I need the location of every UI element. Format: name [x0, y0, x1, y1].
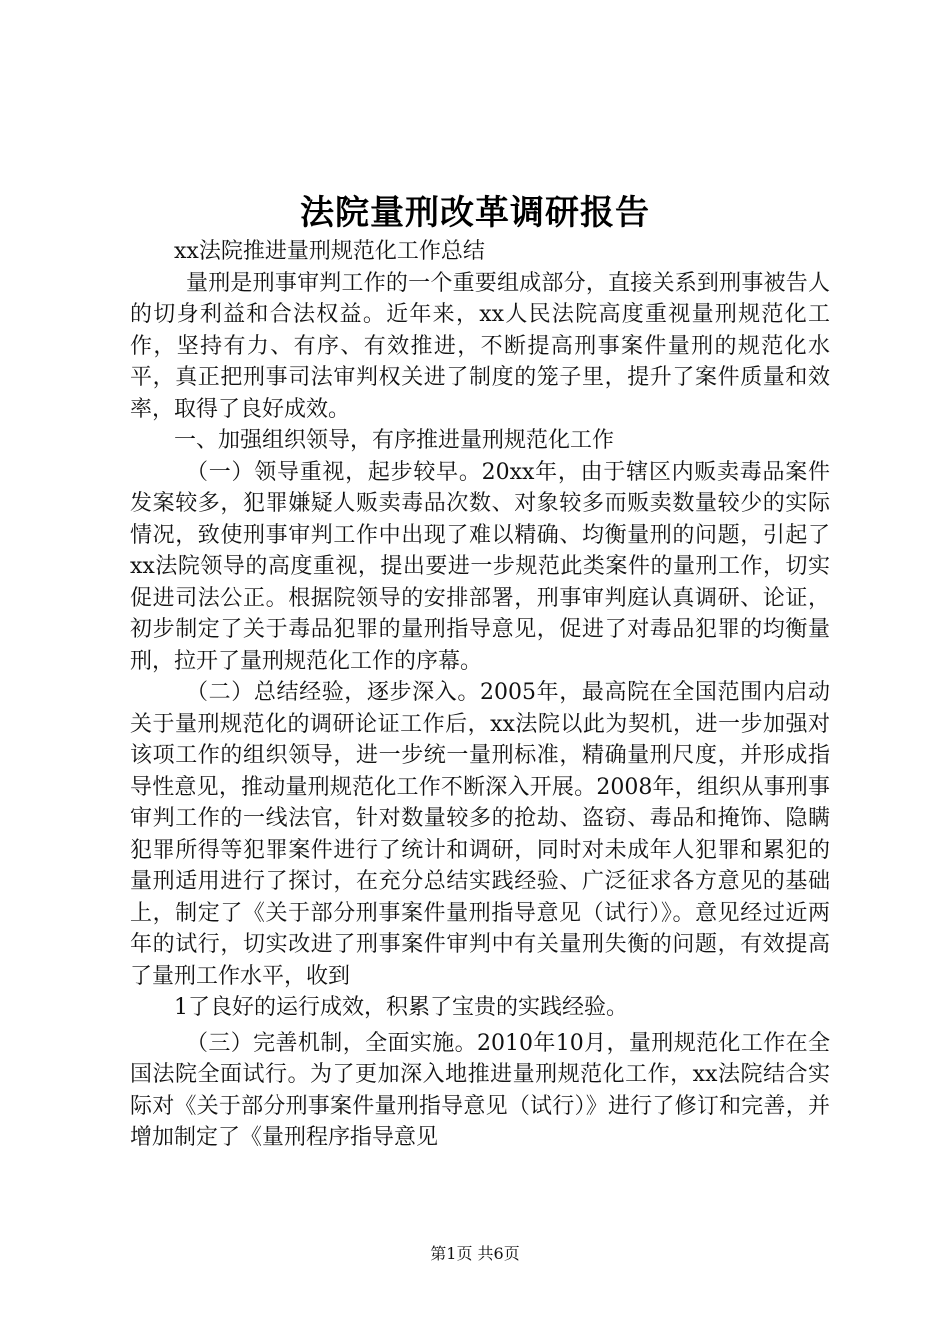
section-heading-1: 一、加强组织领导，有序推进量刑规范化工作 — [174, 428, 615, 453]
subtitle-paragraph: xx法院推进量刑规范化工作总结 — [174, 239, 485, 264]
document-body — [130, 236, 830, 1154]
document-title: 法院量刑改革调研报告 — [300, 193, 650, 233]
paragraph-item-2: （二）总结经验，逐步深入。2005年，最高院在全国范围内启动关于量刑规范化的调研论证工作后，xx法院以此为契机，进一步加强对该项工作的组织领导，进一步统一量刑标准，精确量刑尺度，并形成指导性意见，推动量刑规范化工作不断深入开展。2008年，组织从事刑事审判工作的一线法官，针对数量较多的抢劫、盗窃、毒品和掩饰、隐瞒犯罪所得等犯罪案件进行了统计和调研，同时对未成年人犯罪和累犯的量刑适用进行了探讨，在充分总结实践经验、广泛征求各方意见的基础上，制定了《关于部分刑事案件量刑指导意见（试行）》。意见经过近两年的试行，切实改进了刑事案件审判中有关量刑失衡的问题，有效提高了量刑工作水平，收到 — [130, 680, 830, 989]
intro-paragraph: 量刑是刑事审判工作的一个重要组成部分，直接关系到刑事被告人的切身利益和合法权益。近年来，xx人民法院高度重视量刑规范化工作，坚持有力、有序、有效推进，不断提高刑事案件量刑的规范化水平，真正把刑事司法审判权关进了制度的笼子里，提升了案件质量和效率，取得了良好成效。 — [130, 270, 830, 422]
page-number-footer: 第1页 共6页 — [430, 1244, 520, 1263]
paragraph-item-1: （一）领导重视，起步较早。20xx年，由于辖区内贩卖毒品案件发案较多，犯罪嫌疑人贩卖毒品次数、对象较多而贩卖数量较少的实际情况，致使刑事审判工作中出现了难以精确、均衡量刑的问题，引起了xx法院领导的高度重视，提出要进一步规范此类案件的量刑工作，切实促进司法公正。根据院领导的安排部署，刑事审判庭认真调研、论证，初步制定了关于毒品犯罪的量刑指导意见，促进了对毒品犯罪的均衡量刑，拉开了量刑规范化工作的序幕。 — [130, 459, 830, 674]
paragraph-continuation: 1了良好的运行成效，积累了宝贵的实践经验。 — [174, 995, 628, 1020]
paragraph-item-3: （三）完善机制，全面实施。2010年10月，量刑规范化工作在全国法院全面试行。为了更加深入地推进量刑规范化工作，xx法院结合实际对《关于部分刑事案件量刑指导意见（试行）》进行了修订和完善，并增加制定了《量刑程序指导意见 — [130, 1030, 830, 1150]
